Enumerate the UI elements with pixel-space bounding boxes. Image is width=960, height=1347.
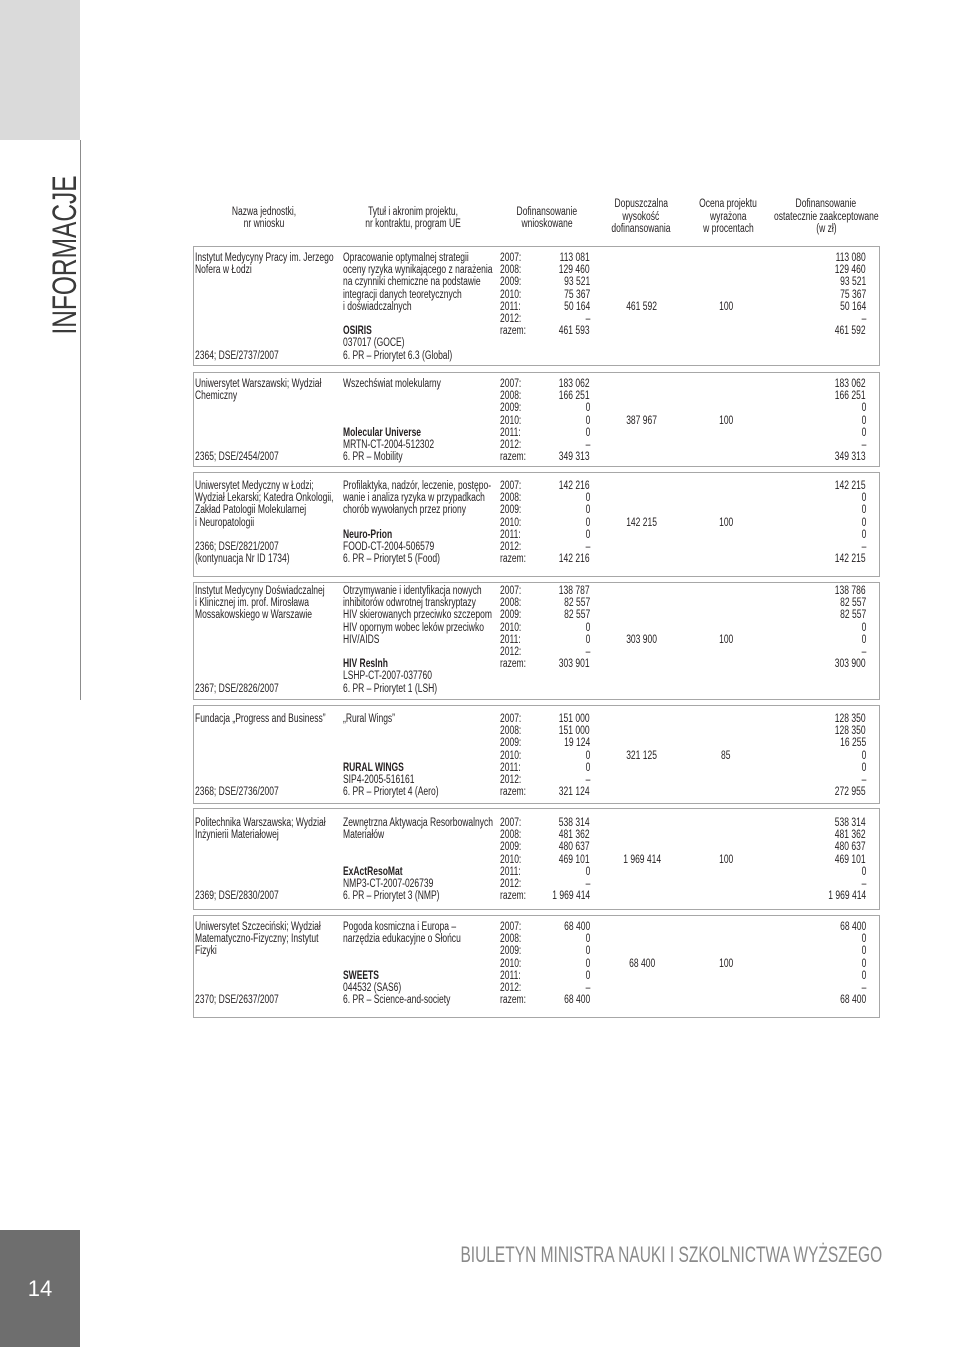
requested-amount: 19 124	[563, 737, 590, 750]
requested-amount: –	[585, 313, 590, 325]
unit-name-line: i Neuropatologii	[195, 516, 255, 529]
accepted-amount: 128 350	[835, 725, 866, 738]
requested-amount: 93 521	[563, 276, 590, 289]
requested-amount: –	[585, 439, 590, 451]
rating-percent: 100	[718, 853, 734, 866]
project-title-line: Opracowanie optymalnej strategii	[343, 252, 469, 264]
accepted-amount: 0	[861, 516, 866, 529]
accepted-amount: 0	[861, 633, 866, 646]
unit-name-line: Wydział Lekarski; Katedra Onkologii,	[195, 492, 334, 505]
accepted-amount: –	[861, 646, 866, 658]
requested-year-label: 2011:	[500, 426, 521, 439]
unit-name-line: Uniwersytet Szczeciński; Wydział	[195, 921, 321, 933]
requested-year-label: 2012:	[500, 439, 522, 451]
requested-amount: 321 124	[559, 786, 590, 799]
eu-program: 6. PR – Priorytet 1 (LSH)	[343, 682, 438, 695]
unit-name-line: Fundacja „Progress and Business”	[195, 713, 326, 725]
accepted-amount: 183 062	[835, 378, 866, 390]
unit-name-line: Chemiczny	[195, 390, 238, 403]
contract-number: LSHP-CT-2007-037760	[343, 670, 432, 683]
accepted-amount: 0	[861, 426, 866, 439]
requested-amount: 68 400	[563, 921, 590, 933]
accepted-amount: 128 350	[835, 713, 866, 725]
accepted-amount: 68 400	[839, 921, 866, 933]
requested-amount: –	[585, 982, 590, 994]
eu-program: 6. PR – Mobility	[343, 451, 403, 464]
unit-name-line: Mossakowskiego w Warszawie	[195, 609, 312, 622]
requested-year-label: 2011:	[500, 865, 521, 878]
accepted-amount: –	[861, 982, 866, 994]
requested-year-label: 2010:	[500, 853, 522, 866]
unit-name-line: Fizyki	[195, 945, 217, 958]
requested-year-label: 2009:	[500, 276, 522, 289]
requested-year-label: 2009:	[500, 841, 522, 854]
rating-percent: 85	[721, 749, 731, 762]
accepted-amount: 75 367	[839, 288, 866, 301]
accepted-amount: 1 969 414	[828, 890, 866, 903]
requested-year-label: 2010:	[500, 288, 522, 301]
accepted-amount: 142 215	[835, 480, 866, 492]
page-number: 14	[27, 1276, 53, 1301]
accepted-amount: –	[861, 313, 866, 325]
requested-amount: 129 460	[559, 264, 590, 277]
accepted-amount: 0	[861, 528, 866, 541]
requested-amount: 0	[585, 865, 590, 878]
requested-amount: 0	[585, 402, 590, 415]
project-title-line: Materiałów	[343, 829, 385, 842]
accepted-amount: 0	[861, 761, 866, 774]
allowed-amount: 461 592	[626, 300, 658, 313]
accepted-amount: –	[861, 541, 866, 553]
accepted-amount: 16 255	[839, 737, 866, 750]
accepted-amount: 538 314	[835, 817, 866, 829]
header-title: Tytuł i akronim projektu,	[368, 206, 458, 218]
allowed-amount: 142 215	[626, 516, 658, 529]
requested-year-label: razem:	[500, 553, 527, 566]
requested-year-label: 2011:	[500, 761, 521, 774]
requested-amount: 151 000	[559, 725, 590, 738]
unit-name-line: Nofera w Łodzi	[195, 264, 252, 277]
requested-amount: 0	[585, 749, 590, 762]
header-accepted: ostatecznie zaakceptowane	[773, 211, 879, 223]
header-requested: Dofinansowanie	[516, 206, 578, 218]
requested-amount: 461 593	[559, 325, 590, 338]
requested-year-label: 2009:	[500, 504, 522, 517]
project-acronym: Neuro-Prion	[343, 528, 393, 541]
accepted-amount: 166 251	[835, 390, 866, 403]
header-allowed: wysokość	[622, 211, 660, 223]
requested-amount: 480 637	[559, 841, 590, 854]
project-title-line: oceny ryzyka wynikającego z narażenia	[343, 264, 493, 277]
requested-year-label: 2012:	[500, 313, 522, 325]
eu-program: 6. PR – Priorytet 5 (Food)	[343, 553, 440, 566]
requested-amount: 138 787	[559, 585, 590, 597]
project-title-line: chorób wywołanych przez priony	[343, 504, 466, 517]
eu-program: 6. PR – Priorytet 4 (Aero)	[343, 786, 439, 799]
requested-amount: 0	[585, 504, 590, 517]
allowed-amount: 68 400	[628, 957, 656, 970]
requested-year-label: 2008:	[500, 390, 522, 403]
requested-amount: 0	[585, 492, 590, 505]
contract-number: NMP3-CT-2007-026739	[343, 878, 434, 890]
requested-year-label: 2011:	[500, 633, 521, 646]
accepted-amount: 0	[861, 969, 866, 982]
requested-year-label: razem:	[500, 658, 527, 671]
requested-amount: 0	[585, 621, 590, 634]
application-number: 2364; DSE/2737/2007	[195, 349, 279, 362]
accepted-amount: 480 637	[835, 841, 866, 854]
application-number: 2365; DSE/2454/2007	[195, 451, 279, 464]
accepted-amount: 0	[861, 504, 866, 517]
accepted-amount: 0	[861, 402, 866, 415]
accepted-amount: 0	[861, 865, 866, 878]
accepted-amount: 129 460	[835, 264, 866, 277]
section-label: INFORMACJE	[46, 175, 84, 335]
eu-program: 6. PR – Priorytet 6.3 (Global)	[343, 349, 453, 362]
requested-year-label: 2007:	[500, 585, 522, 597]
requested-year-label: 2007:	[500, 378, 522, 390]
page-number-box	[0, 1230, 80, 1347]
requested-amount: –	[585, 646, 590, 658]
unit-name-line: Uniwersytet Warszawski; Wydział	[195, 378, 322, 390]
project-title-line: HIV opornym wobec leków przeciwko	[343, 621, 484, 634]
requested-amount: 113 081	[559, 252, 590, 264]
requested-amount: 0	[585, 945, 590, 958]
unit-name-line: Instytut Medycyny Doświadczalnej	[195, 585, 325, 597]
accepted-amount: 0	[861, 492, 866, 505]
accepted-amount: 138 786	[835, 585, 866, 597]
application-number: 2366; DSE/2821/2007	[195, 541, 279, 553]
requested-amount: 0	[585, 426, 590, 439]
unit-name-line: Politechnika Warszawska; Wydział	[195, 817, 326, 829]
contract-number: 044532 (SAS6)	[343, 982, 402, 994]
unit-name-line: Inżynierii Materiałowej	[195, 829, 279, 842]
rating-percent: 100	[718, 414, 734, 427]
contract-number: FOOD-CT-2004-506579	[343, 541, 435, 553]
requested-year-label: 2011:	[500, 300, 521, 313]
requested-amount: 183 062	[559, 378, 590, 390]
requested-amount: 0	[585, 633, 590, 646]
requested-year-label: 2007:	[500, 921, 522, 933]
requested-amount: –	[585, 878, 590, 890]
requested-amount: 50 164	[563, 300, 590, 313]
eu-program: 6. PR – Priorytet 3 (NMP)	[343, 890, 440, 903]
contract-number: 037017 (GOCE)	[343, 337, 405, 350]
accepted-amount: 68 400	[839, 994, 866, 1007]
requested-amount: 166 251	[559, 390, 590, 403]
allowed-amount: 321 125	[626, 749, 658, 762]
header-rating: wyrażona	[709, 211, 747, 223]
rating-percent: 100	[718, 300, 734, 313]
application-number: 2370; DSE/2637/2007	[195, 994, 279, 1007]
requested-year-label: 2012:	[500, 878, 522, 890]
requested-year-label: 2008:	[500, 492, 522, 505]
accepted-amount: 0	[861, 749, 866, 762]
requested-year-label: 2007:	[500, 252, 522, 264]
accepted-amount: 0	[861, 933, 866, 946]
requested-year-label: 2008:	[500, 829, 522, 842]
project-title-line: wanie i analiza ryzyka w przypadkach	[343, 492, 485, 505]
accepted-amount: 349 313	[835, 451, 866, 464]
accepted-amount: 142 215	[835, 553, 866, 566]
requested-year-label: 2008:	[500, 264, 522, 277]
project-title-line: Zewnętrzna Aktywacja Resorbowalnych	[343, 817, 493, 829]
requested-amount: 142 216	[559, 480, 590, 492]
table-row	[193, 246, 880, 366]
requested-year-label: 2009:	[500, 402, 522, 415]
accepted-amount: 461 592	[835, 325, 866, 338]
requested-year-label: 2011:	[500, 528, 521, 541]
requested-amount: 0	[585, 969, 590, 982]
requested-year-label: 2009:	[500, 609, 522, 622]
accepted-amount: 50 164	[839, 300, 866, 313]
project-title-line: „Rural Wings”	[343, 713, 396, 725]
requested-year-label: 2010:	[500, 749, 522, 762]
requested-amount: 0	[585, 414, 590, 427]
accepted-amount: 0	[861, 957, 866, 970]
accepted-amount: 0	[861, 945, 866, 958]
requested-year-label: 2009:	[500, 945, 522, 958]
requested-amount: 0	[585, 528, 590, 541]
requested-year-label: razem:	[500, 786, 527, 799]
requested-year-label: razem:	[500, 994, 527, 1007]
project-acronym: SWEETS	[343, 969, 379, 982]
application-number: 2369; DSE/2830/2007	[195, 890, 279, 903]
header-requested: wnioskowane	[521, 218, 573, 230]
requested-amount: 0	[585, 516, 590, 529]
publication-title: BIULETYN MINISTRA NAUKI I SZKOLNICTWA WYŻSZEGO	[460, 1242, 882, 1267]
project-acronym: HIV ResInh	[343, 658, 388, 671]
project-acronym: Molecular Universe	[343, 426, 422, 439]
requested-year-label: 2012:	[500, 774, 522, 786]
requested-year-label: 2007:	[500, 817, 522, 829]
requested-year-label: 2008:	[500, 933, 522, 946]
project-title-line: integracji danych teoretycznych	[343, 288, 462, 301]
header-accepted: Dofinansowanie	[795, 198, 857, 210]
application-number: 2368; DSE/2736/2007	[195, 786, 279, 799]
requested-year-label: 2010:	[500, 516, 522, 529]
project-title-line: HIV skierowanych przeciwko szczepom	[343, 609, 492, 622]
requested-year-label: 2007:	[500, 713, 522, 725]
accepted-amount: 93 521	[839, 276, 866, 289]
project-title-line: na czynniki chemiczne na podstawie	[343, 276, 481, 289]
requested-year-label: 2011:	[500, 969, 521, 982]
project-title-line: Profilaktyka, nadzór, leczenie, postępo-	[343, 480, 492, 492]
unit-name-line: Instytut Medycyny Pracy im. Jerzego	[195, 252, 334, 264]
project-title-line: HIV/AIDS	[343, 633, 380, 646]
accepted-amount: 82 557	[839, 597, 866, 610]
requested-amount: 142 216	[559, 553, 590, 566]
requested-year-label: 2007:	[500, 480, 522, 492]
header-rating: w procentach	[702, 223, 754, 235]
requested-year-label: 2012:	[500, 541, 522, 553]
requested-amount: 0	[585, 933, 590, 946]
requested-year-label: 2009:	[500, 737, 522, 750]
project-acronym: RURAL WINGS	[343, 761, 404, 774]
requested-amount: 469 101	[559, 853, 590, 866]
project-title-line: inhibitorów odwrotnej transkryptazy	[343, 597, 476, 610]
requested-amount: 75 367	[563, 288, 590, 301]
accepted-amount: 303 900	[835, 658, 866, 671]
application-number: 2367; DSE/2826/2007	[195, 682, 279, 695]
allowed-amount: 387 967	[626, 414, 658, 427]
requested-amount: 82 557	[563, 609, 590, 622]
project-title-line: Otrzymywanie i identyfikacja nowych	[343, 585, 482, 597]
accepted-amount: 113 080	[835, 252, 866, 264]
requested-amount: 349 313	[559, 451, 590, 464]
rating-percent: 100	[718, 957, 734, 970]
unit-name-line: i Klinicznej im. prof. Mirosława	[195, 597, 309, 610]
requested-year-label: 2010:	[500, 621, 522, 634]
project-title-line: Pogoda kosmiczna i Europa –	[343, 921, 457, 933]
requested-amount: 0	[585, 957, 590, 970]
requested-amount: 538 314	[559, 817, 590, 829]
accepted-amount: 481 362	[835, 829, 866, 842]
requested-amount: 151 000	[559, 713, 590, 725]
allowed-amount: 1 969 414	[623, 853, 661, 866]
requested-year-label: razem:	[500, 890, 527, 903]
accepted-amount: –	[861, 774, 866, 786]
unit-name-line: Uniwersytet Medyczny w Łodzi;	[195, 480, 314, 492]
requested-year-label: 2010:	[500, 957, 522, 970]
project-acronym: ExActResoMat	[343, 865, 403, 878]
accepted-amount: –	[861, 439, 866, 451]
rating-percent: 100	[718, 633, 734, 646]
application-number: (kontynuacja Nr ID 1734)	[195, 553, 290, 566]
requested-amount: 303 901	[559, 658, 590, 671]
requested-amount: 481 362	[559, 829, 590, 842]
accepted-amount: 82 557	[839, 609, 866, 622]
accepted-amount: 272 955	[835, 786, 866, 799]
header-rating: Ocena projektu	[699, 198, 757, 210]
requested-year-label: 2008:	[500, 597, 522, 610]
header-allowed: dofinansowania	[611, 223, 671, 235]
unit-name-line: Zakład Patologii Molekularnej	[195, 504, 307, 517]
requested-year-label: razem:	[500, 451, 527, 464]
accepted-amount: 0	[861, 621, 866, 634]
requested-amount: 0	[585, 761, 590, 774]
allowed-amount: 303 900	[626, 633, 658, 646]
requested-amount: 1 969 414	[552, 890, 590, 903]
header-unit: nr wniosku	[243, 218, 285, 230]
header-accepted: (w zł)	[815, 223, 837, 235]
requested-year-label: 2012:	[500, 646, 522, 658]
requested-year-label: razem:	[500, 325, 527, 338]
accepted-amount: 0	[861, 414, 866, 427]
requested-year-label: 2008:	[500, 725, 522, 738]
requested-amount: –	[585, 774, 590, 786]
project-title-line: narzędzia edukacyjne o Słońcu	[343, 933, 461, 946]
header-title: nr kontraktu, program UE	[365, 218, 461, 230]
unit-name-line: Matematyczno-Fizyczny; Instytut	[195, 933, 319, 946]
requested-amount: 82 557	[563, 597, 590, 610]
requested-amount: 68 400	[563, 994, 590, 1007]
project-acronym: OSIRIS	[343, 325, 372, 338]
accepted-amount: –	[861, 878, 866, 890]
requested-year-label: 2010:	[500, 414, 522, 427]
project-title-line: i doświadczalnych	[343, 300, 412, 313]
project-title-line: Wszechświat molekularny	[343, 378, 441, 390]
contract-number: MRTN-CT-2004-512302	[343, 439, 435, 451]
eu-program: 6. PR – Science-and-society	[343, 994, 451, 1007]
requested-amount: –	[585, 541, 590, 553]
requested-year-label: 2012:	[500, 982, 522, 994]
header-allowed: Dopuszczalna	[614, 198, 668, 210]
contract-number: SIP4-2005-516161	[343, 774, 415, 786]
header-unit: Nazwa jednostki,	[231, 206, 297, 218]
rating-percent: 100	[718, 516, 734, 529]
accepted-amount: 469 101	[835, 853, 866, 866]
